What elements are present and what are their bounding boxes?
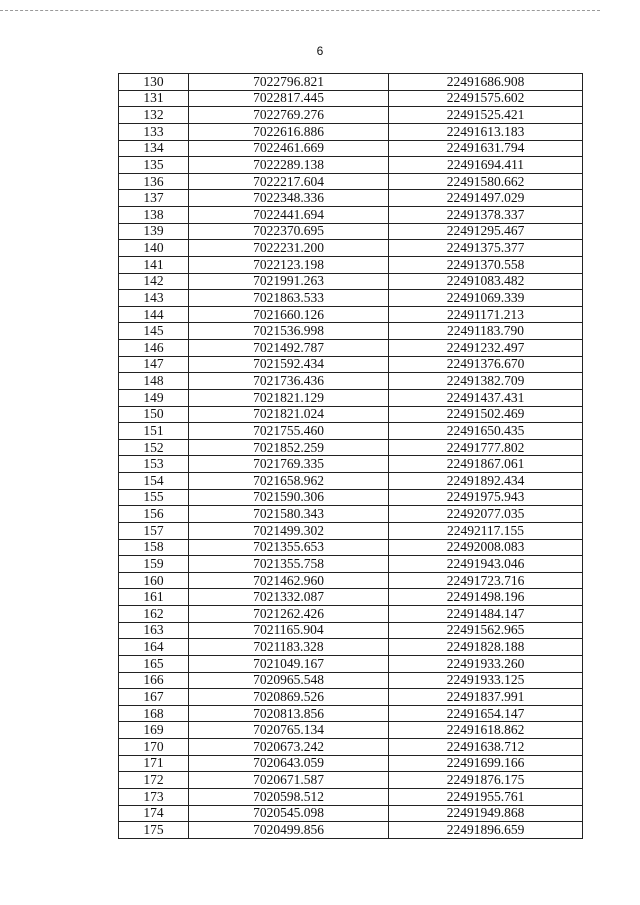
y-coordinate-cell: 22491376.670 — [389, 356, 583, 373]
point-number-cell: 165 — [119, 655, 189, 672]
x-coordinate-cell: 7021183.328 — [189, 639, 389, 656]
point-number-cell: 175 — [119, 822, 189, 839]
point-number-cell: 131 — [119, 90, 189, 107]
x-coordinate-cell: 7021736.436 — [189, 373, 389, 390]
y-coordinate-cell: 22491069.339 — [389, 290, 583, 307]
y-coordinate-cell: 22491375.377 — [389, 240, 583, 257]
y-coordinate-cell: 22491975.943 — [389, 489, 583, 506]
point-number-cell: 163 — [119, 622, 189, 639]
x-coordinate-cell: 7022769.276 — [189, 107, 389, 124]
table-row — [119, 622, 583, 639]
x-coordinate-cell: 7021590.306 — [189, 489, 389, 506]
x-coordinate-cell: 7021536.998 — [189, 323, 389, 340]
y-coordinate-cell: 22491083.482 — [389, 273, 583, 290]
x-coordinate-cell: 7021462.960 — [189, 572, 389, 589]
table-row — [119, 606, 583, 623]
table-row — [119, 190, 583, 207]
table-row — [119, 539, 583, 556]
table-row — [119, 772, 583, 789]
x-coordinate-cell: 7020499.856 — [189, 822, 389, 839]
y-coordinate-cell: 22491876.175 — [389, 772, 583, 789]
point-number-cell: 156 — [119, 506, 189, 523]
point-number-cell: 154 — [119, 473, 189, 490]
x-coordinate-cell: 7021165.904 — [189, 622, 389, 639]
point-number-cell: 133 — [119, 123, 189, 140]
table-row — [119, 157, 583, 174]
table-row — [119, 290, 583, 307]
table-row — [119, 223, 583, 240]
table-row — [119, 689, 583, 706]
x-coordinate-cell: 7021262.426 — [189, 606, 389, 623]
point-number-cell: 147 — [119, 356, 189, 373]
x-coordinate-cell: 7022348.336 — [189, 190, 389, 207]
point-number-cell: 135 — [119, 157, 189, 174]
table-row — [119, 256, 583, 273]
table-row — [119, 722, 583, 739]
point-number-cell: 168 — [119, 705, 189, 722]
y-coordinate-cell: 22491498.196 — [389, 589, 583, 606]
table-row — [119, 755, 583, 772]
table-row — [119, 439, 583, 456]
x-coordinate-cell: 7022123.198 — [189, 256, 389, 273]
x-coordinate-cell: 7021852.259 — [189, 439, 389, 456]
y-coordinate-cell: 22491638.712 — [389, 739, 583, 756]
y-coordinate-cell: 22491171.213 — [389, 306, 583, 323]
table-row — [119, 107, 583, 124]
table-row — [119, 240, 583, 257]
point-number-cell: 171 — [119, 755, 189, 772]
x-coordinate-cell: 7020965.548 — [189, 672, 389, 689]
table-row — [119, 788, 583, 805]
point-number-cell: 149 — [119, 389, 189, 406]
point-number-cell: 166 — [119, 672, 189, 689]
table-row — [119, 123, 583, 140]
table-row — [119, 572, 583, 589]
y-coordinate-cell: 22491933.125 — [389, 672, 583, 689]
point-number-cell: 164 — [119, 639, 189, 656]
table-row — [119, 173, 583, 190]
x-coordinate-cell: 7021755.460 — [189, 423, 389, 440]
x-coordinate-cell: 7020813.856 — [189, 705, 389, 722]
y-coordinate-cell: 22491694.411 — [389, 157, 583, 174]
table-row — [119, 522, 583, 539]
x-coordinate-cell: 7021049.167 — [189, 655, 389, 672]
table-row — [119, 705, 583, 722]
table-row — [119, 655, 583, 672]
table-row — [119, 207, 583, 224]
point-number-cell: 137 — [119, 190, 189, 207]
x-coordinate-cell: 7021769.335 — [189, 456, 389, 473]
x-coordinate-cell: 7021991.263 — [189, 273, 389, 290]
y-coordinate-cell: 22491437.431 — [389, 389, 583, 406]
x-coordinate-cell: 7022289.138 — [189, 157, 389, 174]
y-coordinate-cell: 22491575.602 — [389, 90, 583, 107]
x-coordinate-cell: 7021863.533 — [189, 290, 389, 307]
table-row — [119, 273, 583, 290]
table-row — [119, 356, 583, 373]
y-coordinate-cell: 22491502.469 — [389, 406, 583, 423]
y-coordinate-cell: 22491892.434 — [389, 473, 583, 490]
x-coordinate-cell: 7021492.787 — [189, 340, 389, 357]
point-number-cell: 143 — [119, 290, 189, 307]
x-coordinate-cell: 7021821.129 — [189, 389, 389, 406]
table-row — [119, 140, 583, 157]
point-number-cell: 174 — [119, 805, 189, 822]
y-coordinate-cell: 22491933.260 — [389, 655, 583, 672]
y-coordinate-cell: 22491867.061 — [389, 456, 583, 473]
table-row — [119, 373, 583, 390]
table-row — [119, 489, 583, 506]
point-number-cell: 162 — [119, 606, 189, 623]
table-row — [119, 739, 583, 756]
point-number-cell: 138 — [119, 207, 189, 224]
point-number-cell: 169 — [119, 722, 189, 739]
table-row — [119, 406, 583, 423]
x-coordinate-cell: 7021660.126 — [189, 306, 389, 323]
y-coordinate-cell: 22492117.155 — [389, 522, 583, 539]
y-coordinate-cell: 22491295.467 — [389, 223, 583, 240]
x-coordinate-cell: 7021355.758 — [189, 556, 389, 573]
y-coordinate-cell: 22491613.183 — [389, 123, 583, 140]
point-number-cell: 155 — [119, 489, 189, 506]
y-coordinate-cell: 22491943.046 — [389, 556, 583, 573]
point-number-cell: 136 — [119, 173, 189, 190]
x-coordinate-cell: 7021821.024 — [189, 406, 389, 423]
x-coordinate-cell: 7021332.087 — [189, 589, 389, 606]
x-coordinate-cell: 7022616.886 — [189, 123, 389, 140]
table-row — [119, 589, 583, 606]
x-coordinate-cell: 7020869.526 — [189, 689, 389, 706]
point-number-cell: 150 — [119, 406, 189, 423]
point-number-cell: 173 — [119, 788, 189, 805]
table-row — [119, 456, 583, 473]
table-row — [119, 822, 583, 839]
y-coordinate-cell: 22491618.862 — [389, 722, 583, 739]
point-number-cell: 140 — [119, 240, 189, 257]
table-row — [119, 323, 583, 340]
y-coordinate-cell: 22491837.991 — [389, 689, 583, 706]
x-coordinate-cell: 7020598.512 — [189, 788, 389, 805]
point-number-cell: 158 — [119, 539, 189, 556]
table-row — [119, 423, 583, 440]
table-row — [119, 473, 583, 490]
point-number-cell: 160 — [119, 572, 189, 589]
table-row — [119, 90, 583, 107]
table-row — [119, 672, 583, 689]
x-coordinate-cell: 7020545.098 — [189, 805, 389, 822]
y-coordinate-cell: 22491525.421 — [389, 107, 583, 124]
point-number-cell: 170 — [119, 739, 189, 756]
y-coordinate-cell: 22492008.083 — [389, 539, 583, 556]
y-coordinate-cell: 22491378.337 — [389, 207, 583, 224]
x-coordinate-cell: 7020673.242 — [189, 739, 389, 756]
y-coordinate-cell: 22491232.497 — [389, 340, 583, 357]
x-coordinate-cell: 7020765.134 — [189, 722, 389, 739]
y-coordinate-cell: 22491723.716 — [389, 572, 583, 589]
point-number-cell: 134 — [119, 140, 189, 157]
y-coordinate-cell: 22491955.761 — [389, 788, 583, 805]
table-row — [119, 805, 583, 822]
x-coordinate-cell: 7022217.604 — [189, 173, 389, 190]
point-number-cell: 145 — [119, 323, 189, 340]
x-coordinate-cell: 7021592.434 — [189, 356, 389, 373]
x-coordinate-cell: 7022796.821 — [189, 74, 389, 91]
table-row — [119, 556, 583, 573]
header-rule — [0, 10, 600, 11]
x-coordinate-cell: 7021499.302 — [189, 522, 389, 539]
y-coordinate-cell: 22491484.147 — [389, 606, 583, 623]
point-number-cell: 132 — [119, 107, 189, 124]
point-number-cell: 139 — [119, 223, 189, 240]
point-number-cell: 141 — [119, 256, 189, 273]
y-coordinate-cell: 22491631.794 — [389, 140, 583, 157]
x-coordinate-cell: 7021355.653 — [189, 539, 389, 556]
y-coordinate-cell: 22491370.558 — [389, 256, 583, 273]
y-coordinate-cell: 22491828.188 — [389, 639, 583, 656]
point-number-cell: 161 — [119, 589, 189, 606]
y-coordinate-cell: 22491497.029 — [389, 190, 583, 207]
y-coordinate-cell: 22491949.868 — [389, 805, 583, 822]
page-number: 6 — [316, 44, 324, 58]
point-number-cell: 167 — [119, 689, 189, 706]
coordinates-table-body — [119, 74, 583, 839]
point-number-cell: 144 — [119, 306, 189, 323]
y-coordinate-cell: 22491777.802 — [389, 439, 583, 456]
point-number-cell: 142 — [119, 273, 189, 290]
x-coordinate-cell: 7020671.587 — [189, 772, 389, 789]
x-coordinate-cell: 7022817.445 — [189, 90, 389, 107]
y-coordinate-cell: 22491650.435 — [389, 423, 583, 440]
point-number-cell: 172 — [119, 772, 189, 789]
x-coordinate-cell: 7020643.059 — [189, 755, 389, 772]
y-coordinate-cell: 22491699.166 — [389, 755, 583, 772]
x-coordinate-cell: 7022461.669 — [189, 140, 389, 157]
y-coordinate-cell: 22491654.147 — [389, 705, 583, 722]
x-coordinate-cell: 7022441.694 — [189, 207, 389, 224]
point-number-cell: 148 — [119, 373, 189, 390]
table-row — [119, 306, 583, 323]
y-coordinate-cell: 22491686.908 — [389, 74, 583, 91]
y-coordinate-cell: 22491382.709 — [389, 373, 583, 390]
table-row — [119, 340, 583, 357]
x-coordinate-cell: 7022231.200 — [189, 240, 389, 257]
y-coordinate-cell: 22491896.659 — [389, 822, 583, 839]
point-number-cell: 153 — [119, 456, 189, 473]
y-coordinate-cell: 22491562.965 — [389, 622, 583, 639]
table-row — [119, 506, 583, 523]
table-row — [119, 389, 583, 406]
y-coordinate-cell: 22492077.035 — [389, 506, 583, 523]
point-number-cell: 151 — [119, 423, 189, 440]
point-number-cell: 152 — [119, 439, 189, 456]
y-coordinate-cell: 22491183.790 — [389, 323, 583, 340]
point-number-cell: 130 — [119, 74, 189, 91]
y-coordinate-cell: 22491580.662 — [389, 173, 583, 190]
point-number-cell: 146 — [119, 340, 189, 357]
x-coordinate-cell: 7021658.962 — [189, 473, 389, 490]
x-coordinate-cell: 7022370.695 — [189, 223, 389, 240]
coordinates-table — [118, 73, 583, 839]
table-row — [119, 639, 583, 656]
table-row — [119, 74, 583, 91]
point-number-cell: 157 — [119, 522, 189, 539]
point-number-cell: 159 — [119, 556, 189, 573]
x-coordinate-cell: 7021580.343 — [189, 506, 389, 523]
